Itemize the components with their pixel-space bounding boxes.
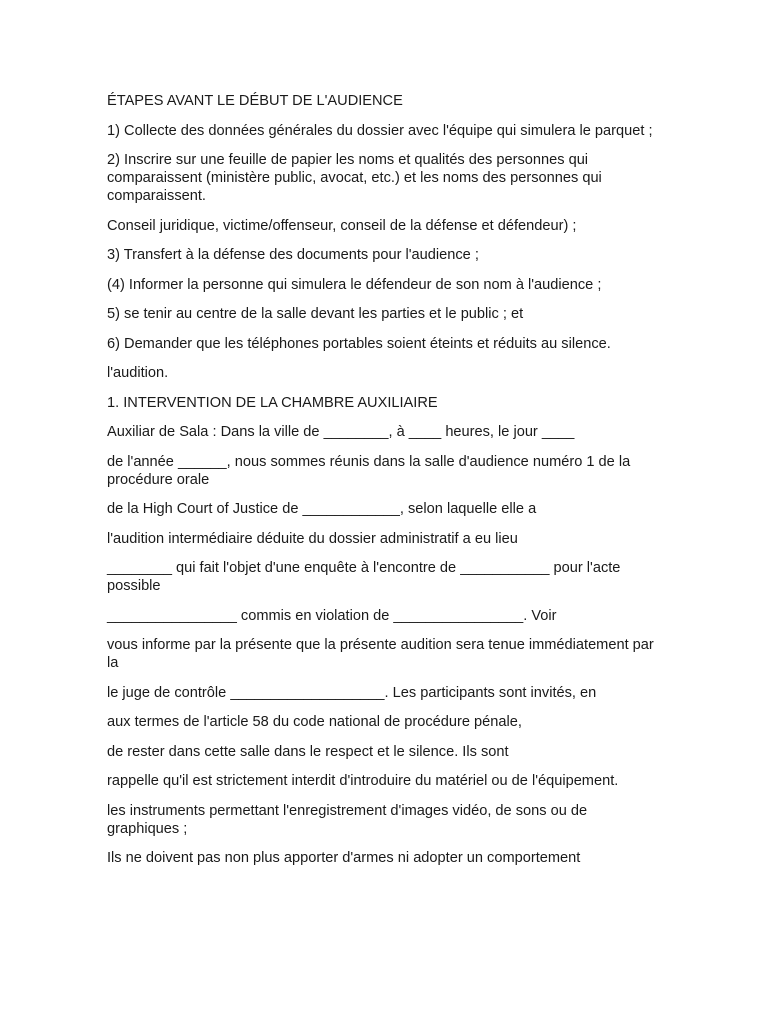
paragraph-text: de la High Court of Justice de ____________, selon laquelle elle a [107,501,537,517]
section-heading: 1. INTERVENTION DE LA CHAMBRE AUXILIAIRE [107,394,438,411]
paragraph-text: ________ qui fait l'objet d'une enquête à l'encontre de ___________ pour l'acte possible [107,560,621,594]
paragraph-text: de l'année ______, nous sommes réunis dans la salle d'audience numéro 1 de la procédure orale [107,453,631,488]
paragraph-text: les instruments permettant l'enregistrement d'images vidéo, de sons ou de graphiques ; [107,802,588,837]
paragraph-step-1: 1) Collecte des données générales du dossier avec l'équipe qui simulera le parquet ; [107,122,653,139]
paragraph-text: ________________ commis en violation de ________________. Voir [107,607,557,624]
paragraph-text: de rester dans cette salle dans le respect et le silence. Ils sont [107,743,509,760]
document-body [107,92,662,879]
paragraph-step-2-continued: Conseil juridique, victime/offenseur, conseil de la défense et défendeur) ; [107,217,577,234]
paragraph-text: Auxiliar de Sala : Dans la ville de ________, à ____ heures, le jour ____ [107,424,575,440]
document-heading: ÉTAPES AVANT LE DÉBUT DE L'AUDIENCE [107,93,403,109]
paragraph-text: vous informe par la présente que la présente audition sera tenue immédiatement par la [107,637,654,671]
paragraph-step-6: 6) Demander que les téléphones portables soient éteints et réduits au silence. [107,335,611,352]
paragraph-step-3: 3) Transfert à la défense des documents pour l'audience ; [107,247,479,263]
paragraph-step-4: (4) Informer la personne qui simulera le défendeur de son nom à l'audience ; [107,276,602,293]
paragraph-step-2: 2) Inscrire sur une feuille de papier les noms et qualités des personnes qui comparaissent (ministère public, avocat, etc.) et les noms des personnes qui comparaissent. [107,152,602,204]
paragraph-step-6-continued: l'audition. [107,365,169,381]
paragraph-text: le juge de contrôle ___________________. Les participants sont invités, en [107,684,597,701]
paragraph-text: Ils ne doivent pas non plus apporter d'armes ni adopter un comportement [107,850,581,866]
paragraph-text: l'audition intermédiaire déduite du dossier administratif a eu lieu [107,530,518,547]
paragraph-step-5: 5) se tenir au centre de la salle devant les parties et le public ; et [107,306,524,322]
paragraph-text: rappelle qu'il est strictement interdit d'introduire du matériel ou de l'équipement. [107,773,619,789]
paragraph-text: aux termes de l'article 58 du code national de procédure pénale, [107,714,522,730]
